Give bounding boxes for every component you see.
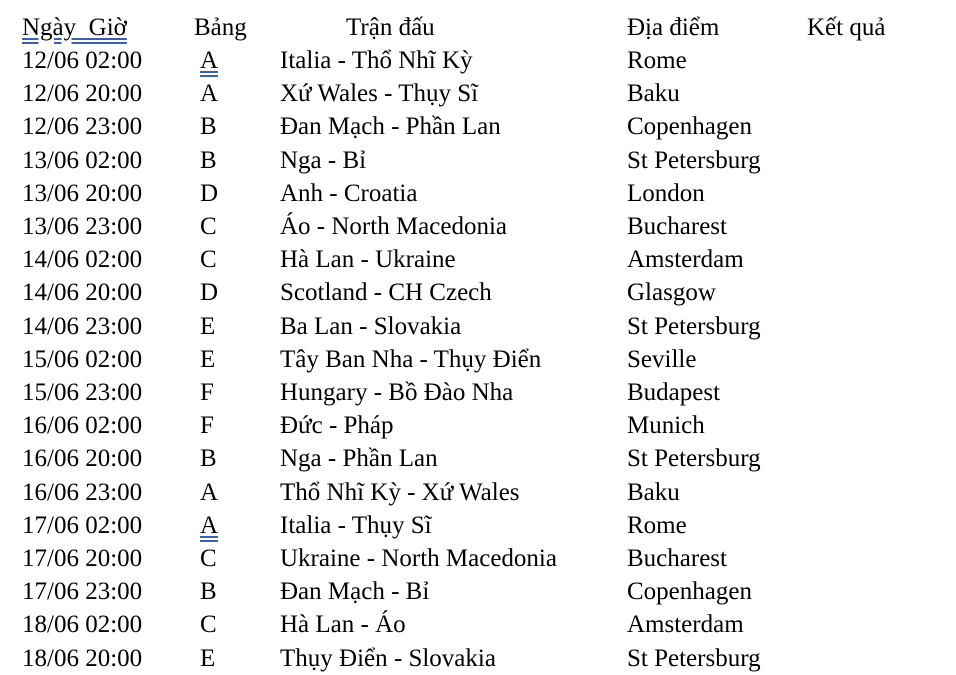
header-match: Trận đấu: [346, 14, 435, 41]
table-row: [0, 542, 956, 575]
table-row: [0, 509, 956, 542]
match-venue: Munich: [627, 412, 705, 439]
match-group: E: [200, 645, 216, 672]
match-venue: Rome: [627, 512, 687, 539]
match-group: C: [200, 545, 217, 572]
match-teams: Italia - Thụy Sĩ: [280, 512, 432, 539]
match-venue: Rome: [627, 47, 687, 74]
match-group: F: [200, 412, 214, 439]
match-date-time: 13/06 23:00: [22, 213, 143, 240]
match-teams: Nga - Bỉ: [280, 147, 367, 174]
table-row: [0, 642, 956, 675]
match-group: B: [200, 113, 217, 140]
match-date-time: 17/06 02:00: [22, 512, 143, 539]
table-row: [0, 110, 956, 143]
match-teams: Áo - North Macedonia: [280, 213, 508, 240]
table-row: [0, 276, 956, 309]
match-teams: Đan Mạch - Bỉ: [280, 578, 430, 605]
header-group: Bảng: [194, 14, 247, 41]
match-date-time: 18/06 20:00: [22, 645, 143, 672]
match-group: B: [200, 578, 217, 605]
match-date-time: 14/06 02:00: [22, 246, 143, 273]
table-row: [0, 343, 956, 376]
table-row: [0, 210, 956, 243]
match-venue: Bucharest: [627, 213, 727, 240]
match-venue: Baku: [627, 80, 680, 107]
match-teams: Nga - Phần Lan: [280, 445, 438, 472]
match-teams: Đan Mạch - Phần Lan: [280, 113, 501, 140]
match-teams: Tây Ban Nha - Thụy Điển: [280, 346, 542, 373]
match-teams: Thụy Điển - Slovakia: [280, 645, 496, 672]
match-venue: St Petersburg: [627, 645, 761, 672]
match-group: D: [200, 279, 219, 306]
match-teams: Italia - Thổ Nhĩ Kỳ: [280, 47, 473, 74]
match-date-time: 12/06 20:00: [22, 80, 143, 107]
table-row: [0, 409, 956, 442]
table-row: [0, 243, 956, 276]
match-group: A: [200, 47, 219, 74]
table-row: [0, 177, 956, 210]
match-teams: Scotland - CH Czech: [280, 279, 492, 306]
match-date-time: 17/06 20:00: [22, 545, 143, 572]
match-group: C: [200, 213, 217, 240]
header-result: Kết quả: [807, 14, 886, 41]
match-venue: Amsterdam: [627, 611, 744, 638]
match-date-time: 14/06 23:00: [22, 313, 143, 340]
match-group: E: [200, 313, 216, 340]
match-date-time: 16/06 02:00: [22, 412, 143, 439]
match-group: F: [200, 379, 214, 406]
match-group: B: [200, 445, 217, 472]
match-teams: Xứ Wales - Thụy Sĩ: [280, 80, 479, 107]
match-venue: Copenhagen: [627, 113, 752, 140]
table-row: [0, 376, 956, 409]
match-date-time: 12/06 23:00: [22, 113, 143, 140]
match-venue: St Petersburg: [627, 313, 761, 340]
table-row: [0, 608, 956, 641]
match-date-time: 17/06 23:00: [22, 578, 143, 605]
match-venue: Baku: [627, 479, 680, 506]
table-row: [0, 575, 956, 608]
match-group: C: [200, 246, 217, 273]
match-date-time: 15/06 02:00: [22, 346, 143, 373]
header-venue: Địa điểm: [627, 14, 720, 41]
match-venue: St Petersburg: [627, 445, 761, 472]
match-teams: Anh - Croatia: [280, 180, 418, 207]
match-group: C: [200, 611, 217, 638]
match-teams: Hà Lan - Ukraine: [280, 246, 456, 273]
match-date-time: 16/06 20:00: [22, 445, 143, 472]
match-teams: Đức - Pháp: [280, 412, 394, 439]
match-date-time: 14/06 20:00: [22, 279, 143, 306]
match-teams: Hà Lan - Áo: [280, 611, 406, 638]
match-teams: Thổ Nhĩ Kỳ - Xứ Wales: [280, 479, 520, 506]
match-date-time: 12/06 02:00: [22, 47, 143, 74]
table-row: [0, 77, 956, 110]
match-teams: Ba Lan - Slovakia: [280, 313, 462, 340]
match-venue: Seville: [627, 346, 697, 373]
match-group: A: [200, 512, 219, 539]
table-row: [0, 442, 956, 475]
match-venue: Amsterdam: [627, 246, 744, 273]
header-row: [0, 11, 956, 44]
match-group: B: [200, 147, 217, 174]
match-venue: London: [627, 180, 705, 207]
match-group: D: [200, 180, 219, 207]
match-date-time: 16/06 23:00: [22, 479, 143, 506]
table-row: [0, 144, 956, 177]
match-group: E: [200, 346, 216, 373]
table-row: [0, 44, 956, 77]
match-teams: Hungary - Bồ Đào Nha: [280, 379, 514, 406]
match-date-time: 15/06 23:00: [22, 379, 143, 406]
table-row: [0, 476, 956, 509]
header-date-time: Ngày Giờ: [22, 14, 127, 41]
match-venue: Copenhagen: [627, 578, 752, 605]
match-venue: St Petersburg: [627, 147, 761, 174]
match-date-time: 13/06 02:00: [22, 147, 143, 174]
table-row: [0, 310, 956, 343]
match-teams: Ukraine - North Macedonia: [280, 545, 557, 572]
match-venue: Bucharest: [627, 545, 727, 572]
match-group: A: [200, 80, 219, 107]
match-group: A: [200, 479, 219, 506]
match-venue: Glasgow: [627, 279, 716, 306]
match-date-time: 18/06 02:00: [22, 611, 143, 638]
match-venue: Budapest: [627, 379, 721, 406]
match-date-time: 13/06 20:00: [22, 180, 143, 207]
